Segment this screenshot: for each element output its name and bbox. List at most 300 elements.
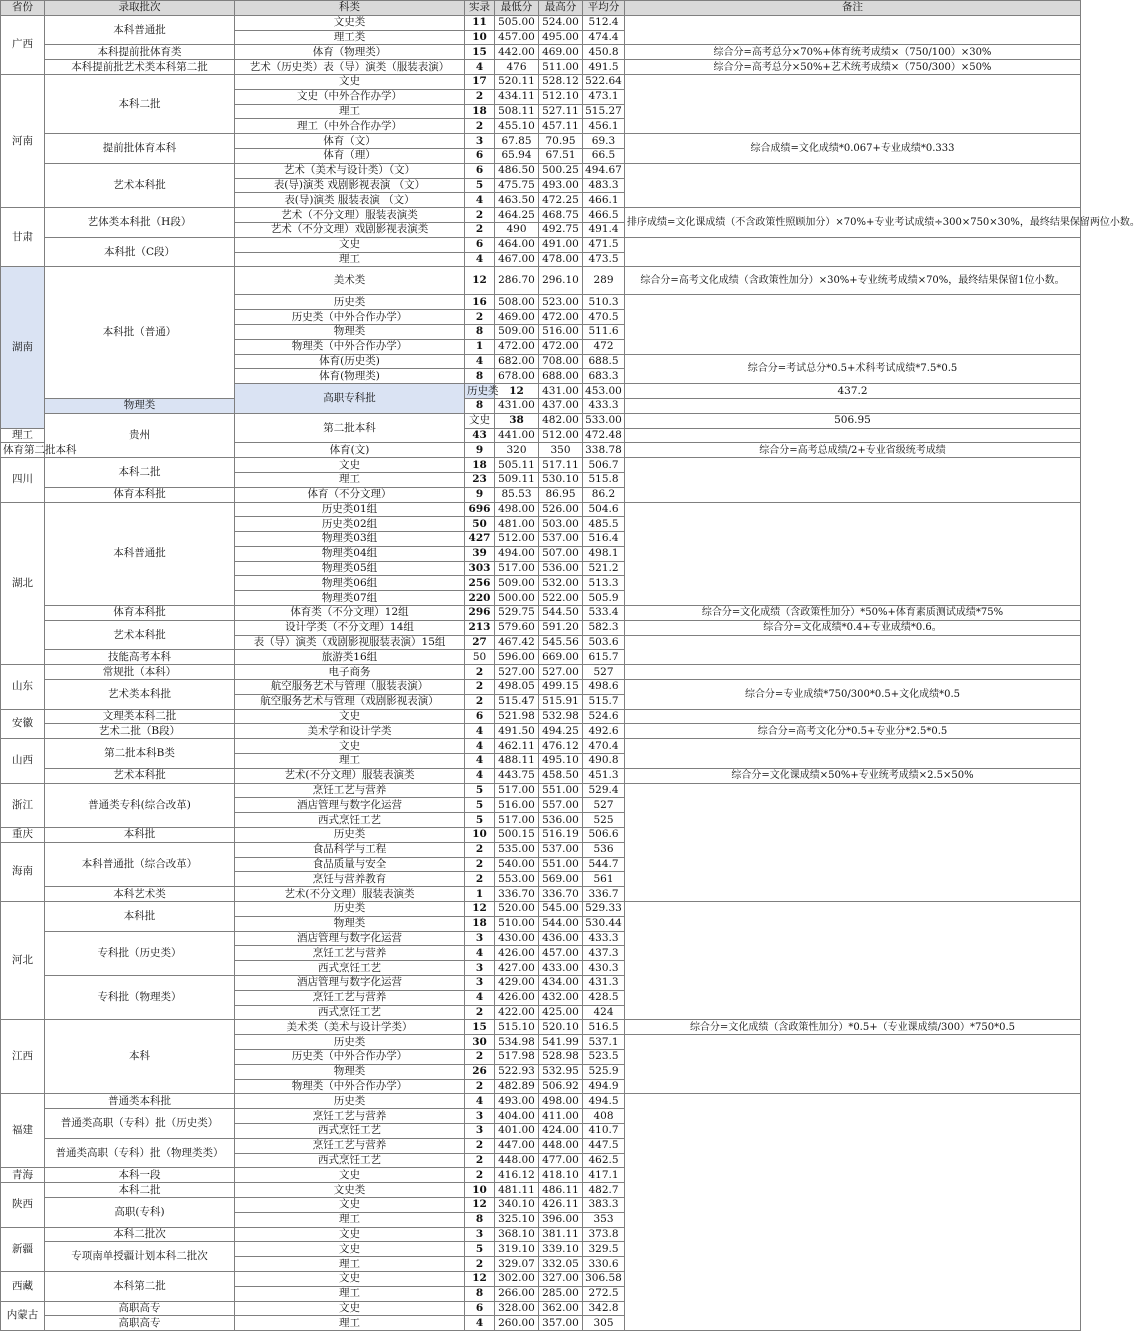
note-cell [625, 635, 1081, 665]
count-cell: 4 [465, 739, 495, 754]
note-cell [625, 295, 1081, 354]
count-cell: 2 [465, 1257, 495, 1272]
note-cell: 综合分=高考文化分*0.5+专业分*2.5*0.5 [625, 724, 1081, 739]
max-score-cell: 448.00 [539, 1138, 583, 1153]
max-score-cell: 436.00 [539, 931, 583, 946]
min-score-cell: 682.00 [495, 354, 539, 369]
table-row [1, 1094, 1081, 1109]
max-score-cell: 433.00 [539, 961, 583, 976]
batch-cell: 本科 [45, 1020, 235, 1094]
max-score-cell: 494.25 [539, 724, 583, 739]
avg-score-cell: 516.4 [583, 532, 625, 547]
subject-cell: 美术类（美术与设计学类） [235, 1020, 465, 1035]
count-cell: 2 [465, 310, 495, 325]
avg-score-cell: 472 [583, 339, 625, 354]
subject-cell: 烹饪工艺与营养 [235, 1109, 465, 1124]
min-score-cell: 441.00 [495, 428, 539, 443]
avg-score-cell: 516.5 [583, 1020, 625, 1035]
avg-score-cell: 525 [583, 813, 625, 828]
avg-score-cell: 485.5 [583, 517, 625, 532]
subject-cell: 西式烹饪工艺 [235, 1153, 465, 1168]
max-score-cell: 350 [539, 443, 583, 458]
province-cell: 浙江 [1, 783, 45, 827]
min-score-cell: 488.11 [495, 754, 539, 769]
min-score-cell: 302.00 [495, 1271, 539, 1286]
max-score-cell: 515.91 [539, 694, 583, 709]
min-score-cell: 464.00 [495, 237, 539, 252]
batch-cell: 艺术类本科批 [45, 680, 235, 710]
province-cell: 青海 [1, 1168, 45, 1183]
count-cell: 296 [465, 606, 495, 621]
min-score-cell: 508.00 [495, 295, 539, 310]
subject-cell: 历史类02组 [235, 517, 465, 532]
min-score-cell: 527.00 [495, 665, 539, 680]
min-score-cell: 520.00 [495, 902, 539, 917]
avg-score-cell: 474.4 [583, 30, 625, 45]
min-score-cell: 404.00 [495, 1109, 539, 1124]
max-score-cell: 457.11 [539, 119, 583, 134]
max-score-cell: 557.00 [539, 798, 583, 813]
count-cell: 4 [465, 193, 495, 208]
subject-cell: 体育（理） [235, 148, 465, 163]
count-cell: 4 [465, 754, 495, 769]
subject-cell: 体育（文） [235, 134, 465, 149]
max-score-cell: 516.19 [539, 828, 583, 843]
table-row [1, 606, 1081, 621]
avg-score-cell: 523.5 [583, 1049, 625, 1064]
avg-score-cell: 336.7 [583, 887, 625, 902]
batch-cell: 艺术本科批 [45, 768, 235, 783]
max-score-cell: 522.00 [539, 591, 583, 606]
max-score-cell: 669.00 [539, 650, 583, 665]
min-score-cell: 482.00 [539, 413, 583, 428]
note-cell: 综合分=文化成绩*0.4+专业成绩*0.6。 [625, 620, 1081, 635]
avg-score-cell: 447.5 [583, 1138, 625, 1153]
subject-cell: 物理类03组 [235, 532, 465, 547]
province-cell: 山西 [1, 739, 45, 783]
batch-cell: 第二批本科 [235, 413, 465, 443]
avg-score-cell: 529.33 [583, 902, 625, 917]
min-score-cell: 467.00 [495, 252, 539, 267]
subject-cell: 艺术（历史类）表（导）演类（服装表演） [235, 60, 465, 75]
max-score-cell: 532.98 [539, 709, 583, 724]
avg-score-cell: 688.5 [583, 354, 625, 369]
subject-cell: 历史类01组 [235, 502, 465, 517]
min-score-cell: 260.00 [495, 1316, 539, 1331]
avg-score-cell: 506.7 [583, 458, 625, 473]
province-cell: 四川 [1, 458, 45, 502]
max-score-cell: 523.00 [539, 295, 583, 310]
batch-cell: 体育本科批 [45, 606, 235, 621]
batch-cell: 高职专科批 [235, 384, 465, 414]
count-cell: 8 [465, 1286, 495, 1301]
province-cell: 内蒙古 [1, 1301, 45, 1331]
avg-score-cell: 529.4 [583, 783, 625, 798]
subject-cell: 体育（物理类） [235, 45, 465, 60]
count-cell: 3 [465, 931, 495, 946]
table-row [1, 709, 1081, 724]
count-cell: 2 [465, 857, 495, 872]
subject-cell: 设计学类（不分文理）14组 [235, 620, 465, 635]
note-cell [625, 1094, 1081, 1331]
subject-cell: 烹饪工艺与营养 [235, 1138, 465, 1153]
count-cell: 15 [465, 1020, 495, 1035]
batch-cell: 技能高考本科 [45, 650, 235, 665]
subject-cell: 理工 [235, 1286, 465, 1301]
min-score-cell: 491.50 [495, 724, 539, 739]
max-score-cell: 527.00 [539, 665, 583, 680]
max-score-cell: 530.10 [539, 472, 583, 487]
count-cell: 2 [465, 1153, 495, 1168]
count-cell: 43 [465, 428, 495, 443]
max-score-cell: 453.00 [583, 384, 625, 399]
max-score-cell: 432.00 [539, 990, 583, 1005]
count-cell: 6 [465, 237, 495, 252]
subject-cell: 航空服务艺术与管理（戏剧影视表演） [235, 694, 465, 709]
max-score-cell: 67.51 [539, 148, 583, 163]
avg-score-cell: 342.8 [583, 1301, 625, 1316]
table-row [1, 134, 1081, 149]
subject-cell: 文史 [235, 458, 465, 473]
batch-cell: 体育本科批 [45, 487, 235, 502]
count-cell: 15 [465, 45, 495, 60]
min-score-cell: 505.11 [495, 458, 539, 473]
avg-score-cell: 466.1 [583, 193, 625, 208]
subject-cell: 西式烹饪工艺 [235, 813, 465, 828]
subject-cell: 理工 [1, 428, 45, 443]
count-cell: 8 [465, 1212, 495, 1227]
subject-cell: 理工 [235, 104, 465, 119]
min-score-cell: 328.00 [495, 1301, 539, 1316]
max-score-cell: 418.10 [539, 1168, 583, 1183]
count-cell: 696 [465, 502, 495, 517]
avg-score-cell: 533.4 [583, 606, 625, 621]
max-score-cell: 285.00 [539, 1286, 583, 1301]
subject-cell: 理工 [235, 472, 465, 487]
avg-score-cell: 373.8 [583, 1227, 625, 1242]
max-score-cell: 296.10 [539, 267, 583, 295]
count-cell: 5 [465, 783, 495, 798]
min-score-cell: 512.00 [495, 532, 539, 547]
max-score-cell: 533.00 [583, 413, 625, 428]
batch-cell: 本科一段 [45, 1168, 235, 1183]
table-row [1, 724, 1081, 739]
count-cell: 12 [465, 267, 495, 295]
subject-cell: 表(导)演类 戏剧影视表演 （文） [235, 178, 465, 193]
count-cell: 427 [465, 532, 495, 547]
min-score-cell: 517.00 [495, 561, 539, 576]
avg-score-cell: 582.3 [583, 620, 625, 635]
min-score-cell: 325.10 [495, 1212, 539, 1227]
count-cell: 10 [465, 828, 495, 843]
batch-cell: 高职高专 [45, 1301, 235, 1316]
avg-score-cell: 305 [583, 1316, 625, 1331]
note-cell: 综合分=高考总分×50%+艺术统考成绩×（750/300）×50% [625, 60, 1081, 75]
max-score-cell: 472.00 [539, 310, 583, 325]
min-score-cell: 509.00 [495, 324, 539, 339]
subject-cell: 烹饪工艺与营养 [235, 783, 465, 798]
batch-cell: 普通类高职（专科）批（物理类类） [45, 1138, 235, 1168]
min-score-cell: 517.00 [495, 813, 539, 828]
avg-score-cell: 521.2 [583, 561, 625, 576]
count-cell: 4 [465, 990, 495, 1005]
count-cell: 4 [465, 354, 495, 369]
min-score-cell: 517.98 [495, 1049, 539, 1064]
province-cell: 西藏 [1, 1271, 45, 1301]
max-score-cell: 506.92 [539, 1079, 583, 1094]
note-cell [625, 1035, 1081, 1094]
subject-cell: 体育类（不分文理）12组 [235, 606, 465, 621]
avg-score-cell: 272.5 [583, 1286, 625, 1301]
subject-cell: 历史类（中外合作办学） [235, 310, 465, 325]
avg-score-cell: 510.3 [583, 295, 625, 310]
batch-cell: 专科批（物理类） [45, 976, 235, 1020]
batch-cell: 本科提前批体育类 [45, 45, 235, 60]
count-cell: 38 [495, 413, 539, 428]
min-score-cell: 481.11 [495, 1183, 539, 1198]
min-score-cell: 522.93 [495, 1064, 539, 1079]
province-cell: 江西 [1, 1020, 45, 1094]
count-cell: 4 [465, 60, 495, 75]
avg-score-cell: 329.5 [583, 1242, 625, 1257]
min-score-cell: 448.00 [495, 1153, 539, 1168]
max-score-cell: 495.00 [539, 30, 583, 45]
batch-cell: 第二批本科B类 [45, 739, 235, 769]
avg-score-cell: 504.6 [583, 502, 625, 517]
avg-score-cell: 451.3 [583, 768, 625, 783]
avg-score-cell: 430.3 [583, 961, 625, 976]
batch-cell: 本科批 [45, 902, 235, 932]
header-province: 省份 [1, 1, 45, 16]
max-score-cell: 511.00 [539, 60, 583, 75]
subject-cell: 烹饪工艺与营养 [235, 990, 465, 1005]
min-score-cell: 426.00 [495, 990, 539, 1005]
count-cell: 4 [465, 1094, 495, 1109]
subject-cell: 电子商务 [235, 665, 465, 680]
subject-cell: 理工 [235, 252, 465, 267]
avg-score-cell: 506.95 [625, 413, 1081, 428]
max-score-cell: 426.11 [539, 1197, 583, 1212]
avg-score-cell: 494.67 [583, 163, 625, 178]
batch-cell: 本科普通批（综合改革） [45, 842, 235, 886]
min-score-cell: 368.10 [495, 1227, 539, 1242]
avg-score-cell: 338.78 [583, 443, 625, 458]
max-score-cell: 70.95 [539, 134, 583, 149]
count-cell: 12 [495, 384, 539, 399]
table-row [1, 458, 1081, 473]
avg-score-cell: 530.44 [583, 916, 625, 931]
province-cell: 湖北 [1, 502, 45, 665]
note-cell: 综合分=高考文化成绩（含政策性加分）×30%+专业统考成绩×70%，最终结果保留1位小数。 [625, 267, 1081, 295]
avg-score-cell: 289 [583, 267, 625, 295]
min-score-cell: 494.00 [495, 546, 539, 561]
avg-score-cell: 515.7 [583, 694, 625, 709]
min-score-cell: 467.42 [495, 635, 539, 650]
avg-score-cell: 471.5 [583, 237, 625, 252]
min-score-cell: 472.00 [495, 339, 539, 354]
subject-cell: 历史类 [235, 1094, 465, 1109]
count-cell: 12 [465, 1271, 495, 1286]
note-cell [625, 783, 1081, 901]
max-score-cell: 498.00 [539, 1094, 583, 1109]
subject-cell: 美术类 [235, 267, 465, 295]
max-score-cell: 507.00 [539, 546, 583, 561]
subject-cell: 历史类 [465, 384, 495, 399]
min-score-cell: 534.98 [495, 1035, 539, 1050]
subject-cell: 文史 [235, 74, 465, 89]
max-score-cell: 457.00 [539, 946, 583, 961]
count-cell: 2 [465, 1049, 495, 1064]
max-score-cell: 532.00 [539, 576, 583, 591]
count-cell: 6 [465, 148, 495, 163]
province-cell: 河南 [1, 74, 45, 207]
min-score-cell: 455.10 [495, 119, 539, 134]
max-score-cell: 524.00 [539, 15, 583, 30]
subject-cell: 文史 [235, 1168, 465, 1183]
subject-cell: 物理类 [235, 324, 465, 339]
count-cell: 18 [465, 916, 495, 931]
max-score-cell: 499.15 [539, 680, 583, 695]
min-score-cell: 475.75 [495, 178, 539, 193]
avg-score-cell: 410.7 [583, 1123, 625, 1138]
avg-score-cell: 491.5 [583, 60, 625, 75]
batch-cell: 本科二批 [45, 74, 235, 133]
max-score-cell: 512.00 [539, 428, 583, 443]
subject-cell: 理工 [235, 754, 465, 769]
count-cell: 6 [465, 163, 495, 178]
max-score-cell: 541.99 [539, 1035, 583, 1050]
count-cell: 213 [465, 620, 495, 635]
max-score-cell: 536.00 [539, 813, 583, 828]
min-score-cell: 429.00 [495, 976, 539, 991]
max-score-cell: 381.11 [539, 1227, 583, 1242]
min-score-cell: 678.00 [495, 369, 539, 384]
note-cell: 综合分=文化成绩（含政策性加分）*50%+体育素质测试成绩*75% [625, 606, 1081, 621]
province-cell: 安徽 [1, 709, 45, 739]
note-cell [625, 502, 1081, 606]
province-cell: 新疆 [1, 1227, 45, 1271]
province-cell: 贵州 [45, 413, 235, 457]
subject-cell: 美术学和设计学类 [235, 724, 465, 739]
count-cell: 3 [465, 961, 495, 976]
subject-cell: 酒店管理与数字化运营 [235, 931, 465, 946]
count-cell: 10 [465, 30, 495, 45]
count-cell: 2 [465, 1005, 495, 1020]
count-cell: 220 [465, 591, 495, 606]
max-score-cell: 517.11 [539, 458, 583, 473]
avg-score-cell: 483.3 [583, 178, 625, 193]
province-cell: 湖南 [1, 267, 45, 428]
table-row [1, 163, 1081, 178]
count-cell: 2 [465, 89, 495, 104]
max-score-cell: 472.25 [539, 193, 583, 208]
avg-score-cell: 524.6 [583, 709, 625, 724]
subject-cell: 文史类 [235, 15, 465, 30]
subject-cell: 旅游类16组 [235, 650, 465, 665]
min-score-cell: 493.00 [495, 1094, 539, 1109]
batch-cell: 本科普通批 [45, 502, 235, 606]
max-score-cell: 544.00 [539, 916, 583, 931]
subject-cell: 理工 [235, 1212, 465, 1227]
avg-score-cell: 424 [583, 1005, 625, 1020]
count-cell: 2 [465, 1079, 495, 1094]
subject-cell: 理工（中外合作办学） [235, 119, 465, 134]
subject-cell: 文史 [235, 709, 465, 724]
note-cell: 综合分=专业成绩*750/300*0.5+文化成绩*0.5 [625, 680, 1081, 710]
avg-score-cell: 473.1 [583, 89, 625, 104]
max-score-cell: 536.00 [539, 561, 583, 576]
batch-cell: 文理类本科二批 [45, 709, 235, 724]
table-row [1, 398, 1081, 413]
table-row [1, 902, 1081, 917]
count-cell: 3 [465, 1123, 495, 1138]
count-cell: 2 [465, 872, 495, 887]
max-score-cell: 332.05 [539, 1257, 583, 1272]
subject-cell: 文史（中外合作办学） [235, 89, 465, 104]
batch-cell: 专科批（历史类） [45, 931, 235, 975]
batch-cell: 本科艺术类 [45, 887, 235, 902]
min-score-cell: 510.00 [495, 916, 539, 931]
header-max-score: 最高分 [539, 1, 583, 16]
count-cell: 8 [465, 398, 495, 413]
subject-cell: 体育(文) [235, 443, 465, 458]
subject-cell: 物理类06组 [235, 576, 465, 591]
batch-cell: 艺体类本科批（H段） [45, 208, 235, 238]
max-score-cell: 528.98 [539, 1049, 583, 1064]
min-score-cell: 457.00 [495, 30, 539, 45]
min-score-cell: 464.25 [495, 208, 539, 223]
avg-score-cell: 417.1 [583, 1168, 625, 1183]
min-score-cell: 481.00 [495, 517, 539, 532]
avg-score-cell: 450.8 [583, 45, 625, 60]
note-cell [625, 665, 1081, 680]
max-score-cell: 545.00 [539, 902, 583, 917]
avg-score-cell: 515.27 [583, 104, 625, 119]
min-score-cell: 336.70 [495, 887, 539, 902]
note-cell [625, 739, 1081, 769]
avg-score-cell: 408 [583, 1109, 625, 1124]
avg-score-cell: 462.5 [583, 1153, 625, 1168]
min-score-cell: 65.94 [495, 148, 539, 163]
batch-cell: 本科二批次 [45, 1227, 235, 1242]
count-cell: 2 [465, 842, 495, 857]
subject-cell: 理工 [235, 1316, 465, 1331]
note-cell: 综合成绩=文化成绩*0.067+专业成绩*0.333 [625, 134, 1081, 164]
avg-score-cell: 494.9 [583, 1079, 625, 1094]
avg-score-cell: 527 [583, 665, 625, 680]
subject-cell: 历史类 [235, 1035, 465, 1050]
subject-cell: 体育（不分文理） [235, 487, 465, 502]
avg-score-cell: 522.64 [583, 74, 625, 89]
min-score-cell: 596.00 [495, 650, 539, 665]
subject-cell: 理工类 [235, 30, 465, 45]
subject-cell: 物理类 [235, 916, 465, 931]
max-score-cell: 537.00 [539, 842, 583, 857]
max-score-cell: 437.00 [539, 398, 583, 413]
subject-cell: 酒店管理与数字化运营 [235, 976, 465, 991]
subject-cell: 艺术(不分文理）服装表演类 [235, 768, 465, 783]
max-score-cell: 472.00 [539, 339, 583, 354]
header-batch: 录取批次 [45, 1, 235, 16]
avg-score-cell: 428.5 [583, 990, 625, 1005]
min-score-cell: 482.89 [495, 1079, 539, 1094]
avg-score-cell: 498.6 [583, 680, 625, 695]
header-subject: 科类 [235, 1, 465, 16]
header-row [1, 1, 1081, 16]
subject-cell: 西式烹饪工艺 [235, 1005, 465, 1020]
count-cell: 1 [465, 339, 495, 354]
count-cell: 2 [465, 1168, 495, 1183]
